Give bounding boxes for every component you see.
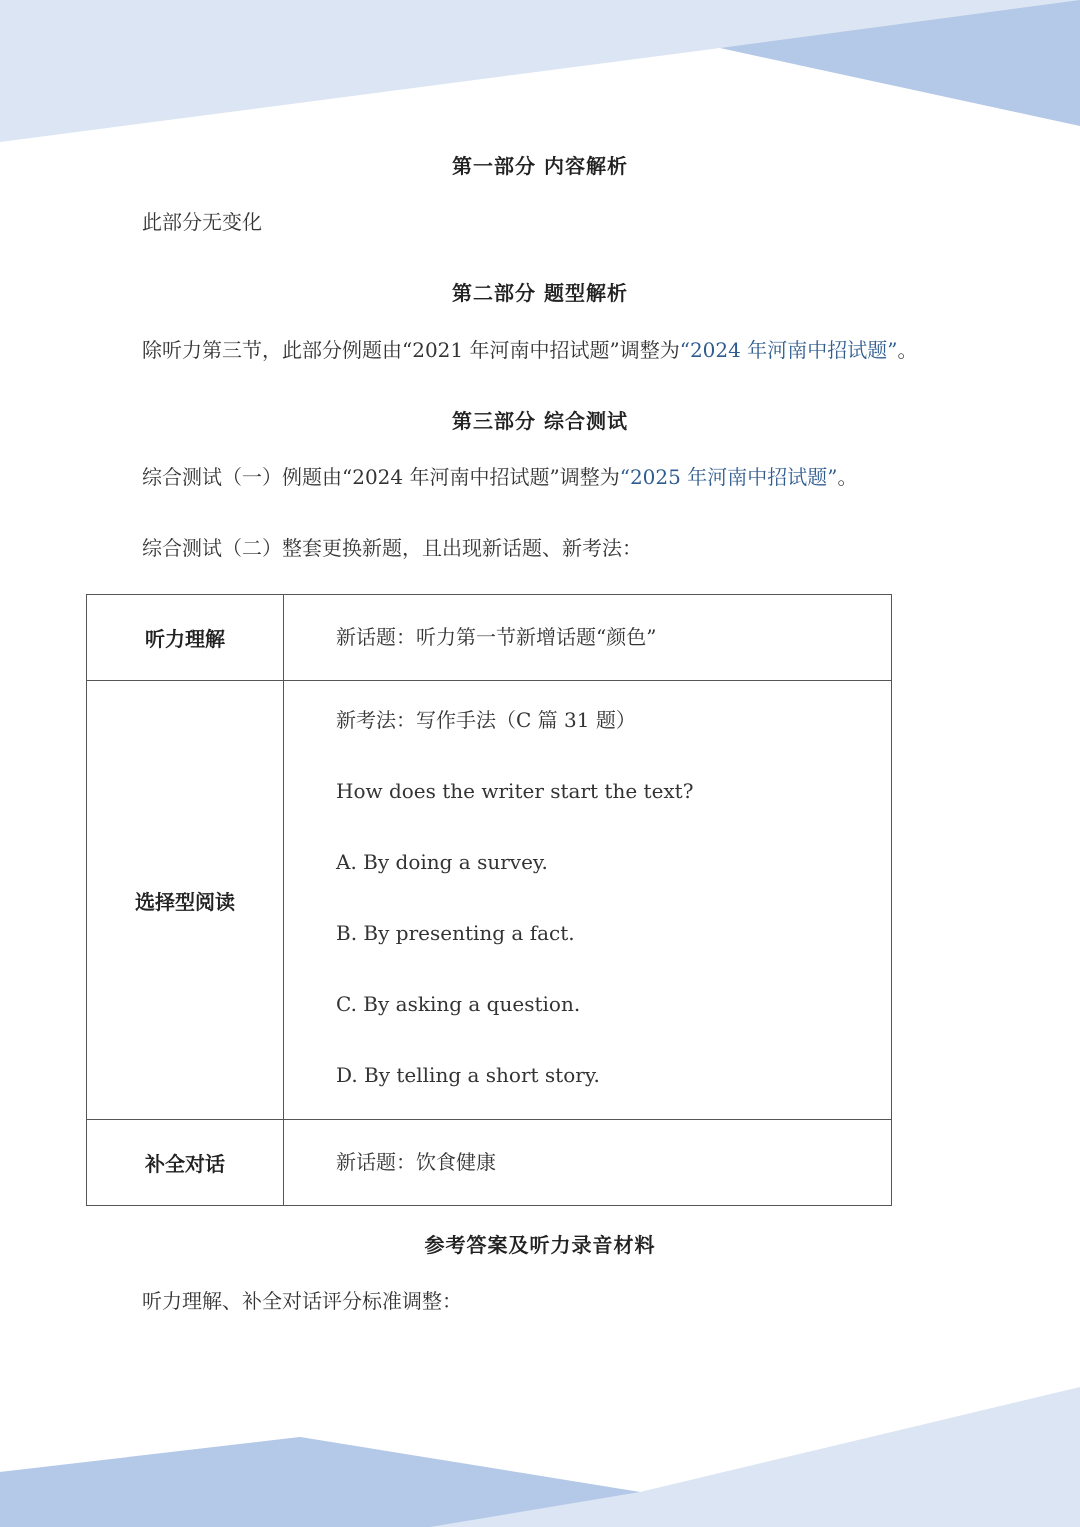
table-row-line: 新考法：写作手法（C 篇 31 题） xyxy=(336,708,636,732)
table-row-content xyxy=(284,595,892,681)
table-row-line: B. By presenting a fact. xyxy=(336,921,575,945)
table-row-line: 新话题：听力第一节新增话题“颜色” xyxy=(336,625,657,649)
table-row-line: How does the writer start the text? xyxy=(336,779,694,803)
part3-test1-highlight: “2025 年河南中招试题” xyxy=(619,465,838,489)
part2-text-prefix: 除听力第三节，此部分例题由“2021 年河南中招试题”调整为 xyxy=(142,338,680,362)
table-row-line: D. By telling a short story. xyxy=(336,1063,600,1087)
part2-text-suffix: 。 xyxy=(897,338,918,362)
table-row-label: 听力理解 xyxy=(87,595,284,681)
part2-text-highlight: “2024 年河南中招试题” xyxy=(679,338,898,362)
part1-heading: 第一部分 内容解析 xyxy=(452,154,628,178)
part3-heading: 第三部分 综合测试 xyxy=(452,409,628,433)
table-row xyxy=(87,1120,892,1206)
table-row-line: C. By asking a question. xyxy=(336,992,581,1016)
answers-heading: 参考答案及听力录音材料 xyxy=(424,1233,656,1257)
part3-test2-text: 综合测试（二）整套更换新题，且出现新话题、新考法： xyxy=(142,536,642,560)
bottom-decoration xyxy=(0,1387,1080,1527)
part1-text: 此部分无变化 xyxy=(142,210,262,234)
top-decoration xyxy=(0,0,1080,150)
part3-test1-suffix: 。 xyxy=(837,465,858,489)
part3-test1-text xyxy=(142,461,857,490)
table-row xyxy=(87,681,892,1120)
table-row-line: A. By doing a survey. xyxy=(336,850,548,874)
part3-test1-prefix: 综合测试（一）例题由“2024 年河南中招试题”调整为 xyxy=(142,465,620,489)
part2-text xyxy=(142,334,917,363)
table-row-label: 选择型阅读 xyxy=(87,681,284,1120)
table-row-content xyxy=(284,681,892,1120)
answers-text: 听力理解、补全对话评分标准调整： xyxy=(142,1289,462,1313)
part2-heading: 第二部分 题型解析 xyxy=(452,281,628,305)
table-row xyxy=(87,595,892,681)
changes-table xyxy=(86,594,892,1206)
table-row-line: 新话题：饮食健康 xyxy=(336,1150,496,1174)
table-row-label: 补全对话 xyxy=(87,1120,284,1206)
table-row-content xyxy=(284,1120,892,1206)
